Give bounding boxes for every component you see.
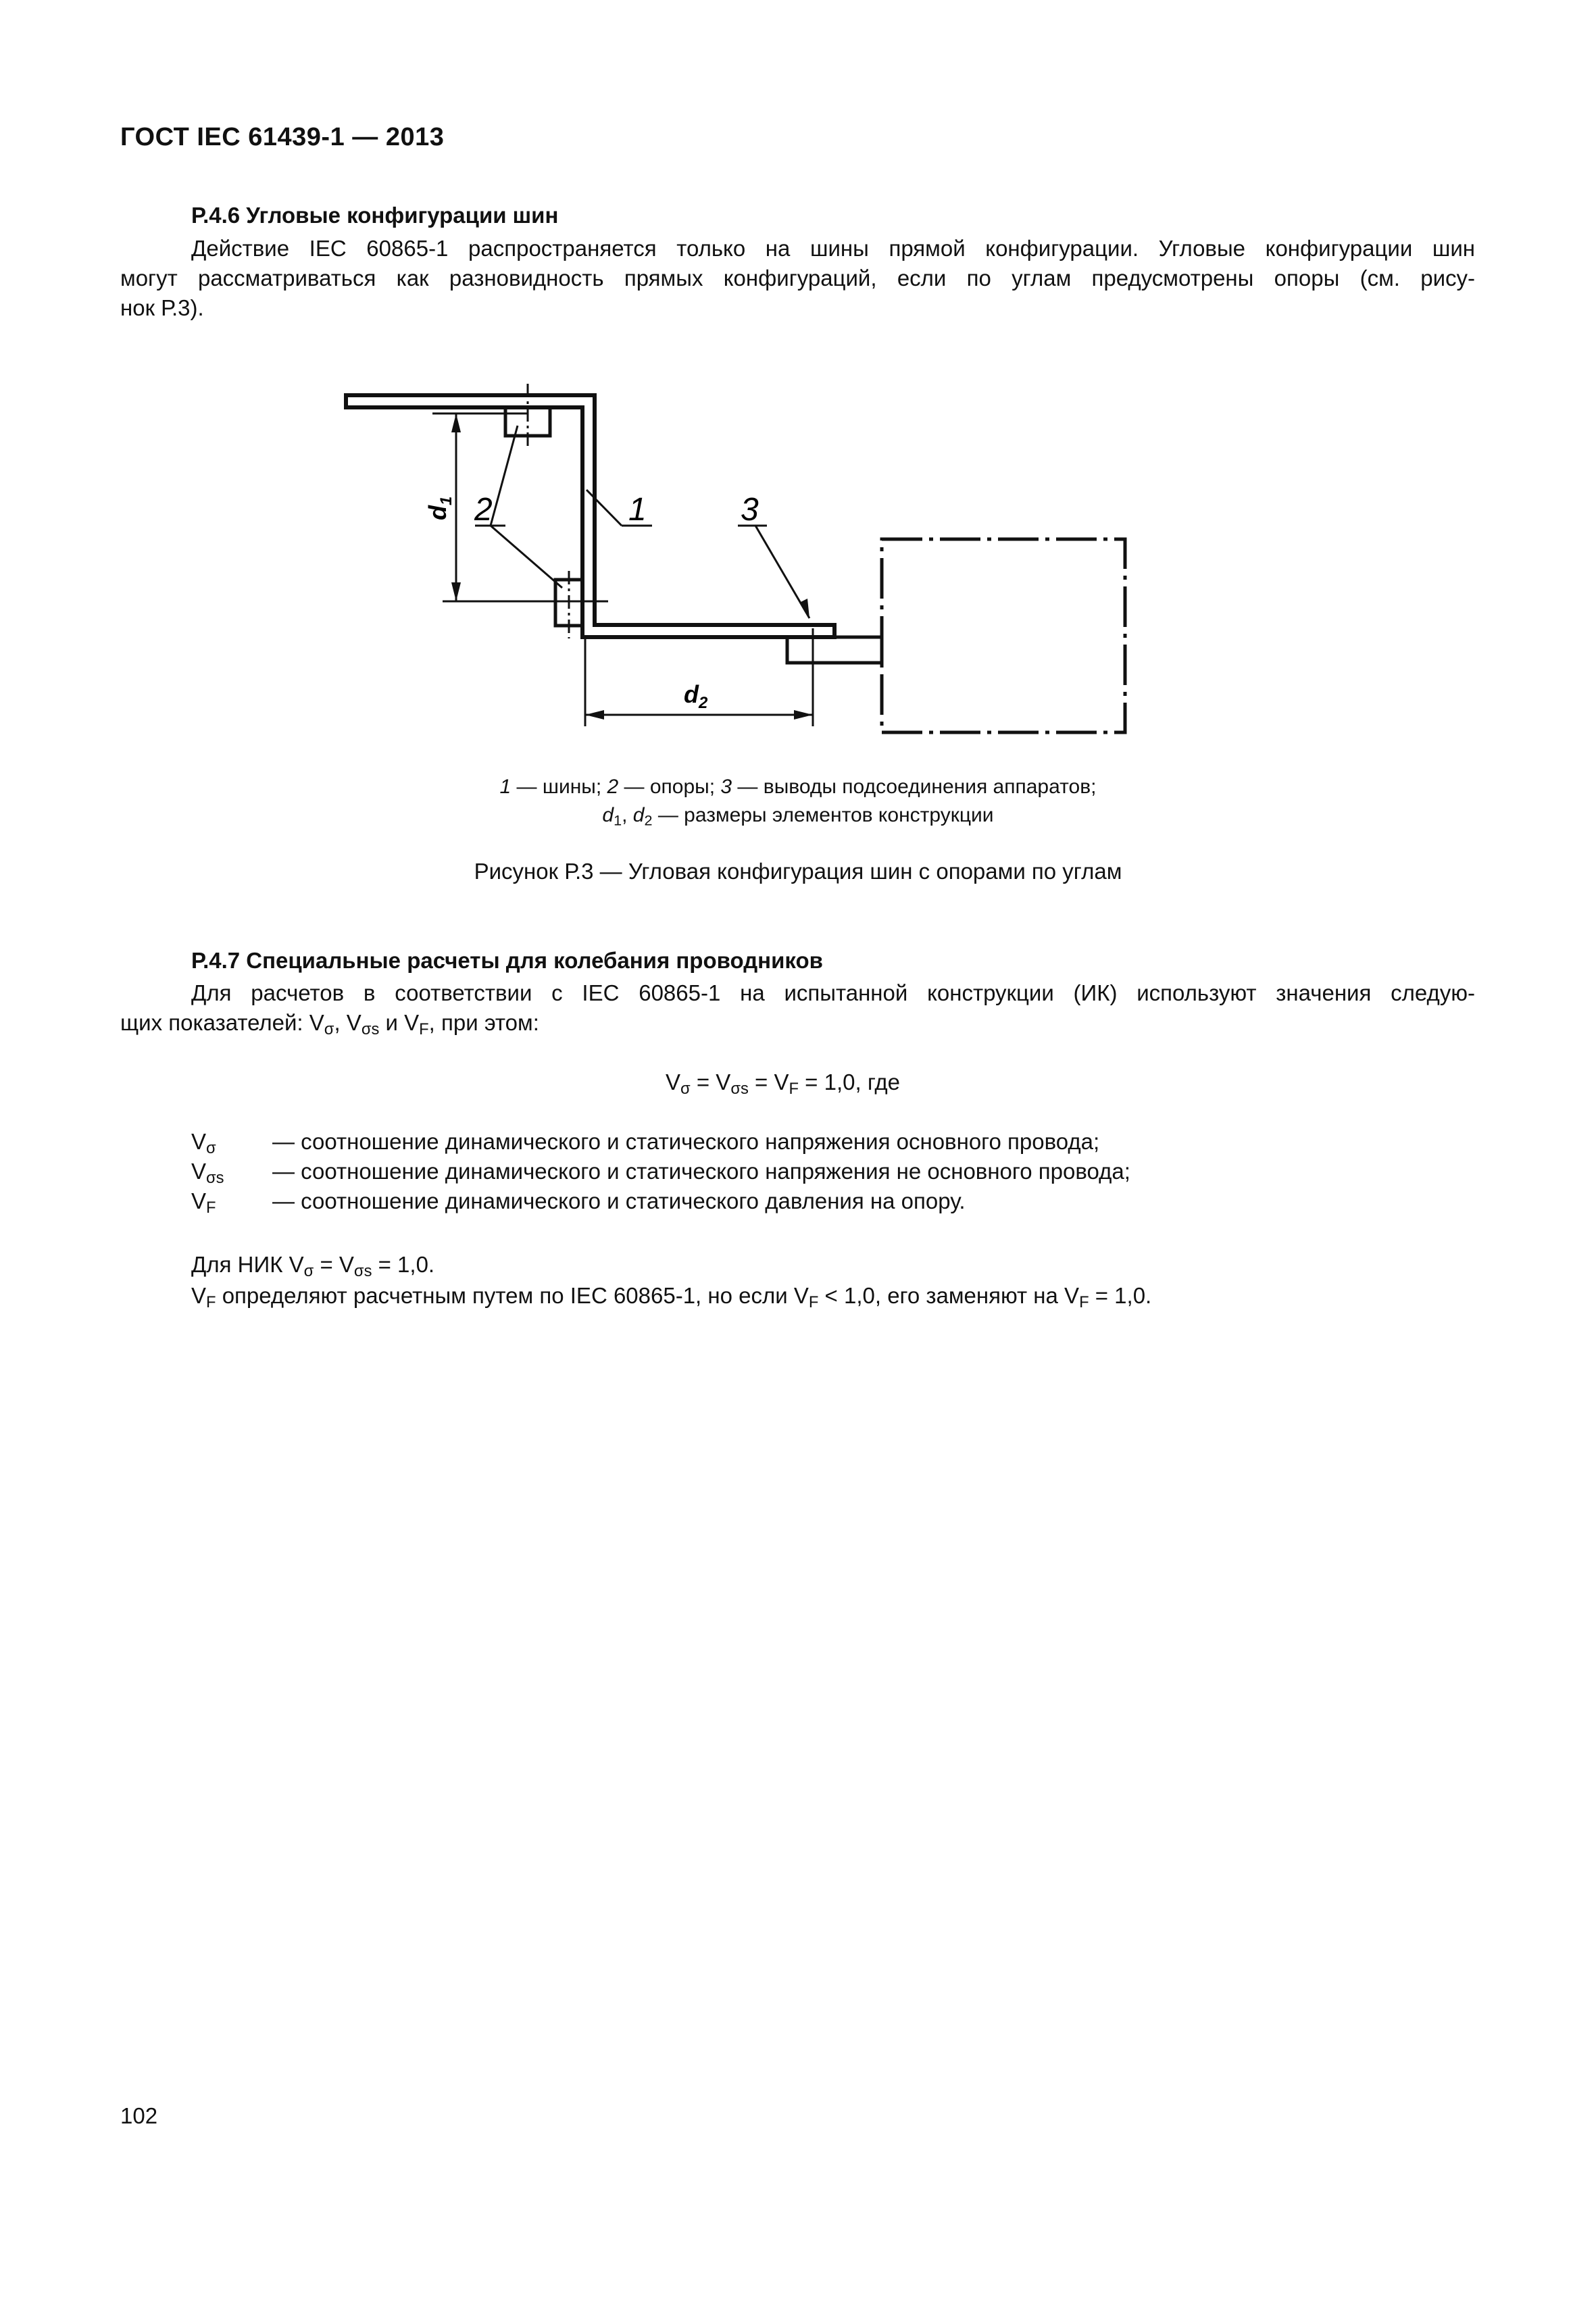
arrowhead [794,710,813,720]
paragraph-line: Действие IEC 60865-1 распространяется только на шины прямой конфигурации. Угловые конфигурации шин [191,236,1475,261]
paragraph-line: Для НИК $V_\sigma = V_{\sigma s} = 1,0$. [191,1252,435,1280]
paragraph-line: могут рассматриваться как разновидность прямых конфигураций, если по углам предусмотрены опоры (см. рису- [120,266,1475,291]
leader-line-2 [491,526,562,588]
figure-legend-line1: 1 — шины; 2 — опоры; 3 — выводы подсоединения аппаратов; [499,776,1097,798]
figure-legend-line2: $d_1$, $d_2$ — размеры элементов конструкции [602,804,994,829]
label-d1 [424,497,455,520]
leader-line-2 [491,426,518,526]
section-heading-p46: Р.4.6 Угловые конфигурации шин [191,203,559,228]
leader-line-1 [587,490,622,526]
formula: $V_\sigma = V_{\sigma s} = V_F = 1,0$, где [666,1070,900,1098]
definition-row: $V_F$ — соотношение динамического и статического давления на опору. [191,1188,966,1217]
figure-caption: Рисунок Р.3 — Угловая конфигурация шин с опорами по углам [474,859,1122,884]
arrowhead [585,710,604,720]
apparatus-box [882,539,1125,732]
arrowhead [451,413,461,432]
section-heading-p47: Р.4.7 Специальные расчеты для колебания проводников [191,948,823,973]
definitions-list [191,1127,1130,1216]
busbar-figure [0,0,1596,757]
label-d2: $d_2$ [684,680,708,712]
document-header: ГОСТ IEC 61439-1 — 2013 [120,123,445,151]
paragraph-line: щих показателей: $V_\sigma$, $V_{\sigma s}$ и $V_F$, при этом: [120,1010,539,1038]
label-2: 2 [474,492,493,528]
svg-text:d1: $d_1$ [424,496,455,520]
paragraph-line: нок Р.3). [120,295,204,320]
label-3: 3 [741,492,759,528]
paragraph-line: Для расчетов в соответствии с IEC 60865-1 на испытанной конструкции (ИК) используют значения следую- [191,980,1475,1005]
arrowhead [451,582,461,601]
terminal-support [787,637,882,663]
label-1: 1 [628,492,647,528]
page-number: 102 [120,2103,158,2128]
paragraph-line: $V_F$ определяют расчетным путем по IEC 60865-1, но если $V_F < 1,0$, его заменяют на $V_F = 1,0$. [191,1283,1152,1311]
definition-row: $V_\sigma$ — соотношение динамического и статического напряжения основного провода; [191,1129,1100,1157]
definition-row: $V_{\sigma s}$ — соотношение динамического и статического напряжения не основного провода; [191,1159,1130,1187]
